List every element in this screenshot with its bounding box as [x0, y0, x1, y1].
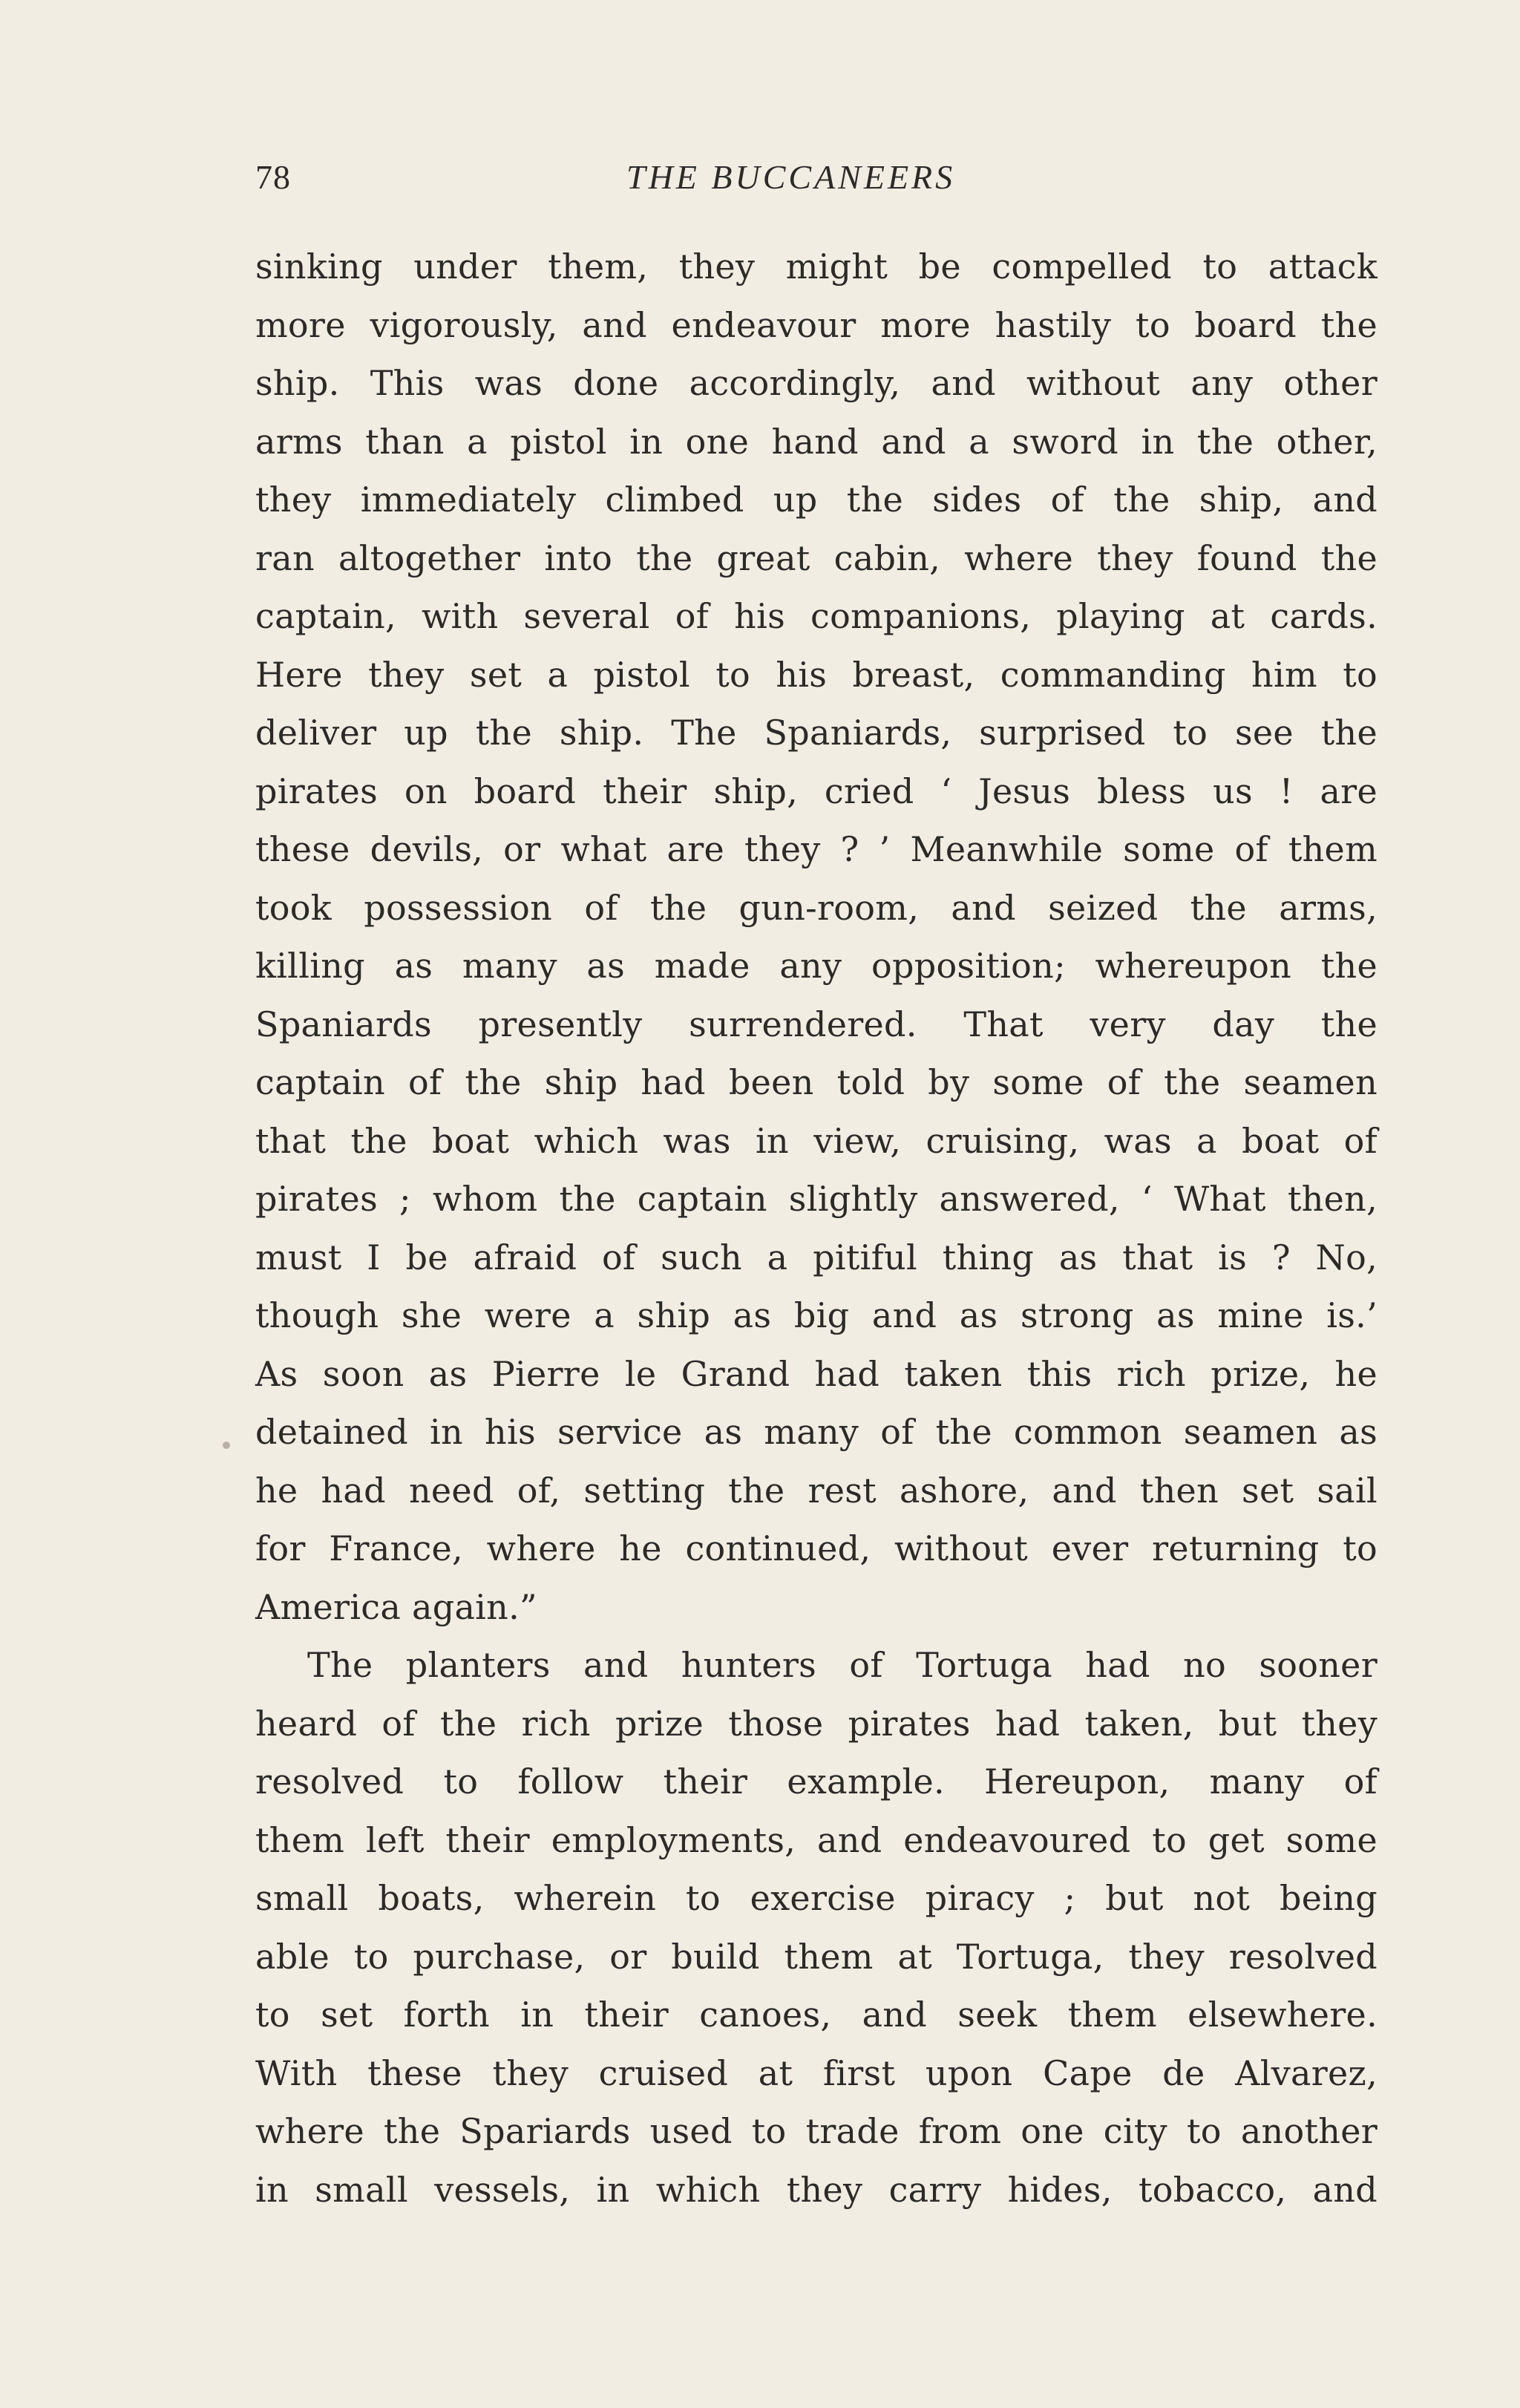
page-number: 78 [255, 158, 291, 196]
running-head [255, 157, 1378, 209]
text-line: The planters and hunters of Tortuga had no sooner [307, 1645, 1378, 1685]
text-line: them left their employments, and endeavoured to get some [255, 1819, 1378, 1860]
text-line: able to purchase, or build them at Tortuga, they resolved [255, 1936, 1378, 1977]
text-line: resolved to follow their example. Hereupon, many of [255, 1761, 1378, 1802]
text-line: that the boat which was in view, cruising, was a boat of [255, 1120, 1378, 1161]
paragraph-2 [255, 1636, 1378, 2219]
text-line: ran altogether into the great cabin, where they found the [255, 537, 1378, 578]
text-line: As soon as Pierre le Grand had taken this rich prize, he [255, 1353, 1378, 1394]
text-line: where the Spariards used to trade from one city to another [255, 2111, 1378, 2151]
text-line: small boats, wherein to exercise piracy ; but not being [255, 1878, 1378, 1918]
text-line: in small vessels, in which they carry hides, tobacco, and [255, 2169, 1378, 2210]
text-line: for France, where he continued, without ever returning to [255, 1528, 1378, 1568]
body-text [255, 238, 1378, 2219]
text-line: detained in his service as many of the common seamen as [255, 1412, 1378, 1452]
text-line: to set forth in their canoes, and seek them elsewhere. [255, 1995, 1378, 2035]
text-line: Spaniards presently surrendered. That very day the [255, 1004, 1378, 1044]
text-line: heard of the rich prize those pirates had taken, but they [255, 1703, 1378, 1744]
paragraph-1 [255, 238, 1378, 1636]
text-line: Here they set a pistol to his breast, commanding him to [255, 654, 1378, 695]
text-line: ship. This was done accordingly, and without any other [255, 363, 1378, 403]
text-line: pirates on board their ship, cried ‘ Jesus bless us ! are [255, 771, 1378, 811]
text-line: he had need of, setting the rest ashore, and then set sail [255, 1470, 1378, 1511]
text-line: arms than a pistol in one hand and a sword in the other, [255, 421, 1378, 462]
text-line: must I be afraid of such a pitiful thing as that is ? No, [255, 1237, 1378, 1277]
text-line: pirates ; whom the captain slightly answered, ‘ What then, [255, 1179, 1378, 1219]
text-line: more vigorously, and endeavour more hastily to board the [255, 304, 1378, 345]
text-line: they immediately climbed up the sides of the ship, and [255, 480, 1378, 520]
text-line: captain of the ship had been told by some of the seamen [255, 1062, 1378, 1102]
text-line: took possession of the gun-room, and seized the arms, [255, 887, 1378, 928]
text-line: captain, with several of his companions, playing at cards. [255, 596, 1378, 636]
text-line: America again.” [255, 1586, 537, 1627]
text-line: though she were a ship as big and as strong as mine is.’ [255, 1295, 1378, 1335]
margin-mark [223, 1442, 230, 1449]
running-title: THE BUCCANEERS [626, 158, 956, 196]
text-line: killing as many as made any opposition; whereupon the [255, 946, 1378, 986]
text-line: sinking under them, they might be compelled to attack [255, 246, 1378, 287]
text-line: With these they cruised at first upon Cape de Alvarez, [255, 2052, 1378, 2093]
text-line: these devils, or what are they ? ’ Meanwhile some of them [255, 829, 1378, 869]
text-line: deliver up the ship. The Spaniards, surprised to see the [255, 713, 1378, 753]
